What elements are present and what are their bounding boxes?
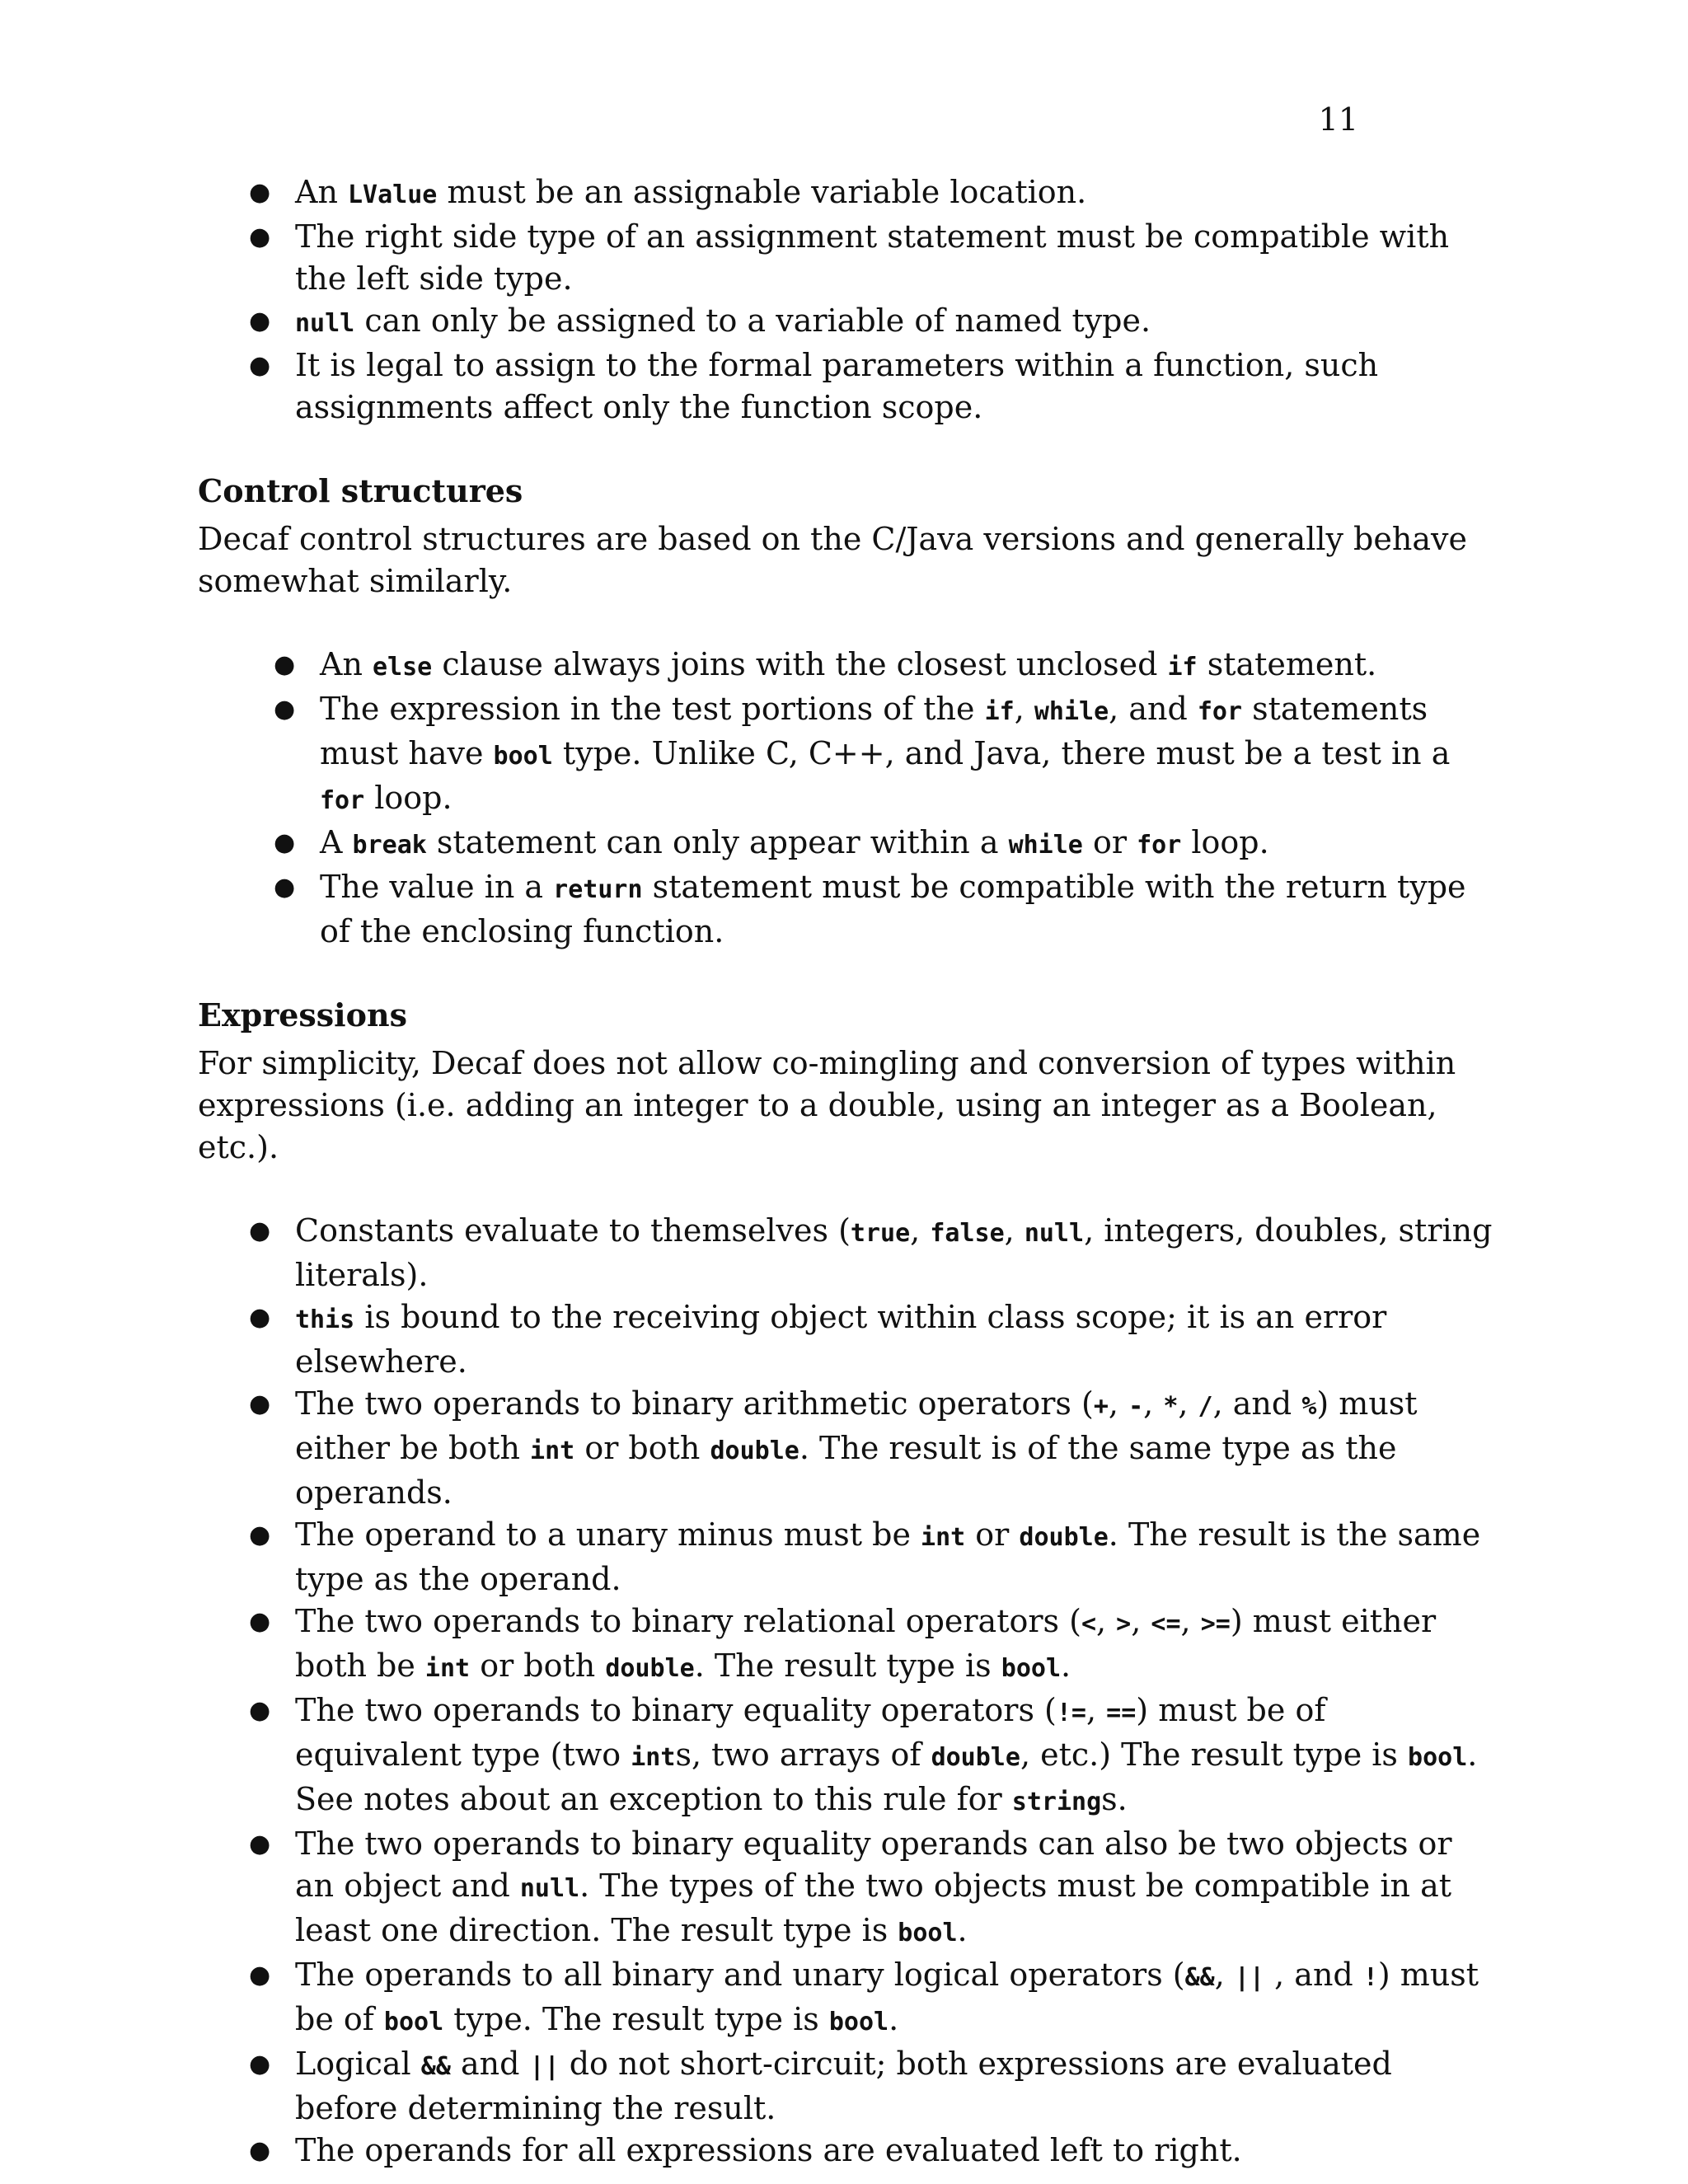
list-item-text: . The result is the same type as the operand.: [295, 1516, 1481, 1597]
list-item-text: It is legal to assign to the formal parameters within a function, such assignments affect only the function scope.: [295, 347, 1379, 425]
inline-code: false: [930, 1219, 1005, 1248]
list-item-text: loop.: [1181, 824, 1269, 860]
bullet-icon: ●: [249, 2136, 271, 2165]
inline-code: ||: [1234, 1963, 1265, 1992]
list-item-text: is bound to the receiving object within class scope; it is an error elsewhere.: [295, 1299, 1387, 1380]
list-item-text: . The result type is: [694, 1647, 1001, 1684]
list-item: [198, 1296, 1500, 1383]
bullet-icon: ●: [249, 1830, 271, 1858]
list-item-text: ,: [1108, 1385, 1129, 1422]
list-item: [198, 1210, 1500, 1296]
inline-code: -: [1128, 1392, 1144, 1421]
list-item-text: s.: [1101, 1781, 1128, 1817]
bullet-icon: ●: [249, 178, 271, 207]
list-item-text: can only be assigned to a variable of named type.: [354, 302, 1151, 339]
list-item: [223, 688, 1500, 822]
list-item-text: ,: [1131, 1603, 1151, 1639]
list-item-text: ) must either be both: [295, 1385, 1418, 1466]
list-item-text: The right side type of an assignment statement must be compatible with the left side type.: [295, 218, 1450, 297]
list-item-text: s, two arrays of: [675, 1736, 931, 1773]
inline-code: while: [1008, 831, 1083, 860]
list-item-text: statement.: [1197, 646, 1377, 682]
inline-code: if: [1167, 653, 1198, 682]
section-heading-expressions: Expressions: [198, 996, 407, 1033]
bullet-icon: ●: [249, 1696, 271, 1725]
list-item-text: clause always joins with the closest unclosed: [432, 646, 1168, 682]
list-item-text: . See notes about an exception to this rule for: [295, 1736, 1478, 1817]
list-item-text: An: [295, 174, 348, 210]
inline-code: return: [553, 875, 643, 904]
list-item-text: Logical: [295, 2046, 421, 2082]
inline-code: for: [1197, 697, 1243, 726]
list-item-text: .: [1061, 1647, 1071, 1684]
bullet-icon: ●: [274, 695, 296, 724]
list-item-text: The expression in the test portions of the: [320, 691, 985, 727]
list-item: [198, 1601, 1500, 1690]
inline-code: ||: [529, 2052, 560, 2081]
bullet-icon: ●: [274, 828, 296, 857]
inline-code: <=: [1151, 1610, 1181, 1638]
inline-code: >: [1116, 1610, 1132, 1638]
bullet-icon: ●: [249, 1607, 271, 1636]
bullet-icon: ●: [249, 223, 271, 251]
inline-code: bool: [493, 742, 553, 771]
inline-code: for: [1137, 831, 1182, 860]
list-item-text: A: [320, 824, 353, 860]
bullet-icon: ●: [249, 2050, 271, 2079]
expressions-list: [198, 1210, 1500, 2172]
inline-code: ==: [1106, 1699, 1137, 1727]
inline-code: else: [373, 653, 433, 682]
inline-code: +: [1093, 1392, 1109, 1421]
list-item: [198, 1514, 1500, 1601]
inline-code: break: [352, 831, 427, 860]
inline-code: int: [424, 1654, 471, 1683]
list-item: [198, 2130, 1500, 2172]
inline-code: LValue: [348, 180, 438, 209]
list-item-text: , etc.) The result type is: [1020, 1736, 1409, 1773]
list-item-text: , and: [1264, 1957, 1363, 1993]
inline-code: while: [1034, 697, 1109, 726]
inline-code: for: [320, 786, 365, 815]
expressions-intro: For simplicity, Decaf does not allow co-mingling and conversion of types within expressions (i.e. adding an integer to a double, using an integer as a Boolean, etc.).: [198, 1045, 1456, 1165]
list-item: [198, 300, 1500, 344]
list-item-text: or both: [470, 1647, 606, 1684]
list-item-text: type. Unlike C, C++, and Java, there must be a test in a: [552, 735, 1451, 771]
inline-code: string: [1011, 1788, 1102, 1816]
list-item: [198, 216, 1500, 300]
inline-code: this: [295, 1305, 355, 1334]
list-item-text: ) must be of equivalent type (two: [295, 1692, 1326, 1773]
list-item-text: .: [889, 2001, 899, 2037]
inline-code: &&: [1184, 1963, 1215, 1992]
list-item-text: Constants evaluate to themselves (: [295, 1212, 851, 1249]
bullet-icon: ●: [274, 873, 296, 902]
bullet-icon: ●: [249, 1521, 271, 1549]
list-item-text: statements must have: [320, 691, 1428, 771]
list-item-text: or: [1082, 824, 1137, 860]
inline-code: <: [1081, 1610, 1096, 1638]
inline-code: &&: [420, 2052, 451, 2081]
list-item-text: The two operands to binary arithmetic operators (: [295, 1385, 1094, 1422]
bullet-icon: ●: [249, 1390, 271, 1418]
list-item-text: ,: [1004, 1212, 1025, 1249]
bullet-icon: ●: [249, 1961, 271, 1990]
page-number: 11: [1318, 101, 1358, 138]
list-item-text: or both: [574, 1430, 710, 1466]
inline-code: if: [984, 697, 1015, 726]
list-item: [198, 171, 1500, 216]
list-item: [198, 1954, 1500, 2043]
list-item-text: ,: [1096, 1603, 1117, 1639]
list-item: [198, 1690, 1500, 1823]
list-item: [223, 822, 1500, 866]
list-item-text: statement must be compatible with the return type of the enclosing function.: [320, 869, 1466, 949]
list-item-text: ,: [1014, 691, 1034, 727]
list-item-text: must be an assignable variable location.: [437, 174, 1087, 210]
list-item-text: . The result is of the same type as the operands.: [295, 1430, 1397, 1511]
list-item-text: ,: [910, 1212, 931, 1249]
list-item-text: and: [450, 2046, 530, 2082]
inline-code: double: [1019, 1523, 1109, 1552]
bullet-icon: ●: [249, 1303, 271, 1332]
inline-code: double: [710, 1436, 799, 1465]
inline-code: null: [295, 309, 355, 338]
list-item-text: ) must be of: [295, 1957, 1479, 2037]
list-item-text: The two operands to binary equality operators (: [295, 1692, 1057, 1728]
inline-code: int: [530, 1436, 575, 1465]
inline-code: bool: [1001, 1654, 1062, 1683]
list-item: [223, 644, 1500, 688]
inline-code: true: [850, 1219, 911, 1248]
list-item-text: . The types of the two objects must be compatible in at least one direction. The result type is: [295, 1868, 1452, 1948]
list-item-text: ,: [1143, 1385, 1164, 1422]
control-structures-intro: Decaf control structures are based on the C/Java versions and generally behave somewhat similarly.: [198, 521, 1467, 599]
inline-code: bool: [1408, 1743, 1468, 1772]
section-heading-control-structures: Control structures: [198, 472, 523, 509]
list-item: [198, 1823, 1500, 1954]
list-item: [198, 1383, 1500, 1514]
list-item-text: or: [965, 1516, 1020, 1553]
list-item-text: do not short-circuit; both expressions are evaluated before determining the result.: [295, 2046, 1392, 2126]
inline-code: %: [1301, 1392, 1317, 1421]
inline-code: null: [1024, 1219, 1085, 1248]
list-item: [198, 344, 1500, 429]
inline-code: /: [1198, 1392, 1213, 1421]
list-item-text: The operands for all expressions are evaluated left to right.: [295, 2132, 1242, 2168]
list-item-text: ,: [1178, 1385, 1198, 1422]
list-item-text: The value in a: [320, 869, 554, 905]
inline-code: null: [519, 1874, 580, 1903]
list-item-text: ) must either both be: [295, 1603, 1437, 1684]
list-item-text: ,: [1180, 1603, 1201, 1639]
inline-code: int: [921, 1523, 966, 1552]
list-item-text: The two operands to binary relational operators (: [295, 1603, 1081, 1639]
list-item-text: .: [957, 1912, 968, 1948]
inline-code: bool: [898, 1919, 958, 1947]
list-item: [223, 866, 1500, 953]
list-item: [198, 2043, 1500, 2130]
inline-code: !=: [1056, 1699, 1086, 1727]
bullet-icon: ●: [274, 650, 296, 679]
list-item-text: The operand to a unary minus must be: [295, 1516, 921, 1553]
list-item-text: , and: [1109, 691, 1198, 727]
inline-code: >=: [1200, 1610, 1231, 1638]
list-item-text: , integers, doubles, string literals).: [295, 1212, 1493, 1293]
list-item-text: ,: [1086, 1692, 1107, 1728]
inline-code: !: [1362, 1963, 1378, 1992]
list-item-text: The operands to all binary and unary logical operators (: [295, 1957, 1185, 1993]
inline-code: double: [605, 1654, 695, 1683]
bullet-icon: ●: [249, 351, 271, 380]
list-item-text: The two operands to binary equality operands can also be two objects or an object and: [295, 1825, 1452, 1904]
page-content: [198, 171, 1500, 2172]
bullet-icon: ●: [249, 307, 271, 335]
inline-code: double: [931, 1743, 1020, 1772]
list-item-text: , and: [1212, 1385, 1302, 1422]
list-item-text: statement can only appear within a: [426, 824, 1009, 860]
bullet-icon: ●: [249, 1216, 271, 1245]
inline-code: *: [1163, 1392, 1179, 1421]
list-item-text: ,: [1214, 1957, 1235, 1993]
list-item-text: type. The result type is: [443, 2001, 829, 2037]
inline-code: int: [631, 1743, 676, 1772]
assignment-rules-list: [198, 171, 1500, 429]
list-item-text: An: [320, 646, 373, 682]
inline-code: bool: [828, 2008, 889, 2036]
control-structures-list: [223, 644, 1500, 953]
list-item-text: loop.: [364, 780, 452, 816]
inline-code: bool: [383, 2008, 444, 2036]
